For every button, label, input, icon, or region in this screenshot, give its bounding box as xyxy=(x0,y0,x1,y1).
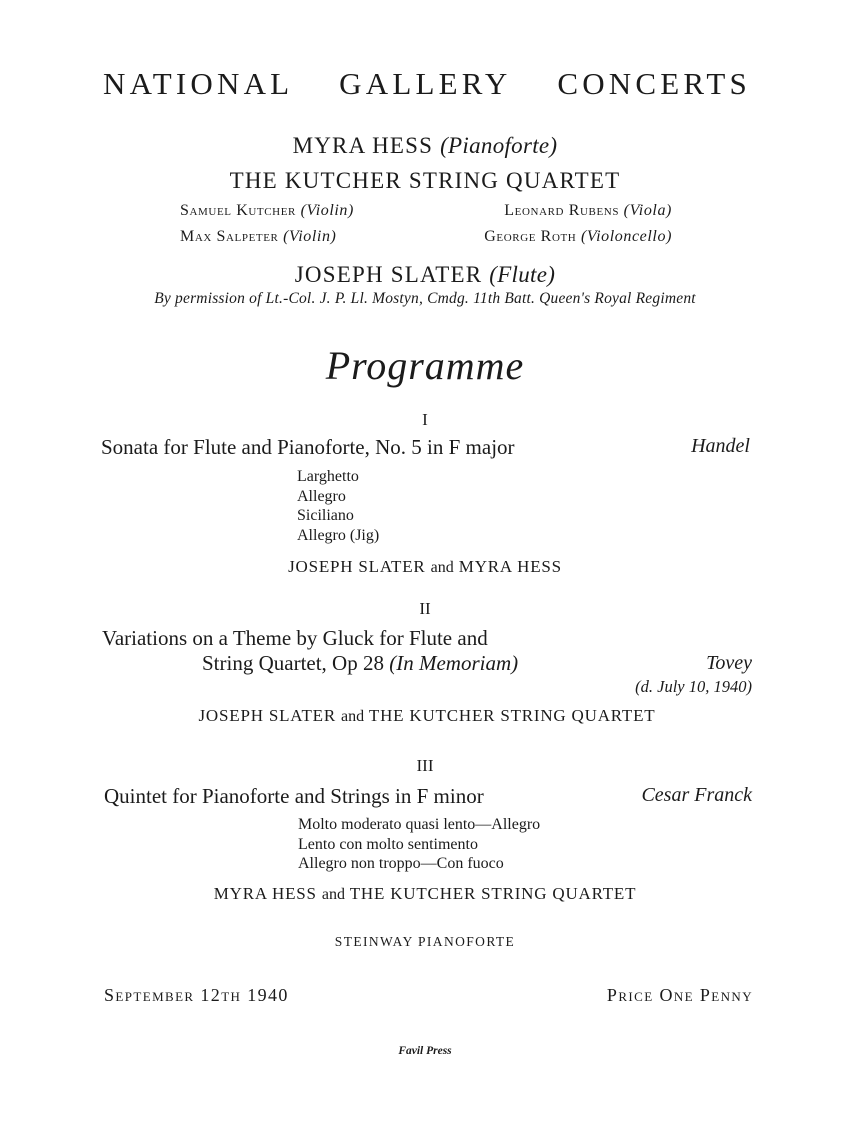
movement: Larghetto xyxy=(297,468,359,485)
flautist-name: JOSEPH SLATER xyxy=(294,262,483,287)
composer-name: Cesar Franck xyxy=(641,784,752,806)
movement: Allegro (Jig) xyxy=(297,526,380,544)
concert-date: September 12th 1940 xyxy=(104,985,289,1005)
work-title: Quintet for Pianoforte and Strings in F minor xyxy=(104,784,484,808)
performers-line: JOSEPH SLATER and MYRA HESS xyxy=(288,557,562,576)
composer-name: Handel xyxy=(691,435,750,457)
performers-line: MYRA HESS and THE KUTCHER STRING QUARTET xyxy=(213,884,637,903)
member-entry: Samuel Kutcher (Violin) xyxy=(180,202,354,219)
title-word: CONCERTS xyxy=(557,66,751,101)
price: Price One Penny xyxy=(606,985,753,1005)
title-word: GALLERY xyxy=(339,66,512,101)
item-numeral: I xyxy=(422,410,428,429)
item-numeral: III xyxy=(416,756,434,775)
movement: Lento con molto sentimento xyxy=(298,835,478,853)
movement: Allegro non troppo—Con fuoco xyxy=(298,855,504,872)
work-title-line1: Variations on a Theme by Gluck for Flute and xyxy=(102,626,488,650)
title-word: NATIONAL xyxy=(103,66,294,101)
movement-list xyxy=(297,467,379,545)
printer-credit: Favil Press xyxy=(398,1045,452,1057)
movement: Molto moderato quasi lento—Allegro xyxy=(298,816,541,833)
work-title: Sonata for Flute and Pianoforte, No. 5 in F major xyxy=(101,435,515,459)
composer-note: (d. July 10, 1940) xyxy=(635,677,752,696)
movement: Siciliano xyxy=(297,507,354,524)
member-entry: George Roth (Violoncello) xyxy=(484,228,672,245)
programme-heading: Programme xyxy=(325,343,525,388)
quartet-name: THE KUTCHER STRING QUARTET xyxy=(229,168,621,193)
flautist-instrument: (Flute) xyxy=(489,262,556,287)
composer-name: Tovey xyxy=(706,652,752,674)
piano-credit: STEINWAY PIANOFORTE xyxy=(334,934,516,949)
work-note: (In Memoriam) xyxy=(389,651,519,675)
permission-note: By permission of Lt.-Col. J. P. Ll. Mostyn, Cmdg. 11th Batt. Queen's Royal Regiment xyxy=(154,290,696,307)
item-numeral: II xyxy=(419,599,431,618)
pianist-instrument: (Pianoforte) xyxy=(440,133,558,158)
member-entry: Max Salpeter (Violin) xyxy=(180,228,337,245)
work-title-line2: String Quartet, Op 28 (In Memoriam) xyxy=(202,651,519,675)
pianist-line xyxy=(0,133,850,159)
pianist-name: MYRA HESS xyxy=(292,133,434,158)
performers-line: JOSEPH SLATER and THE KUTCHER STRING QUARTET xyxy=(198,706,656,725)
page-title xyxy=(103,66,751,102)
flautist-line xyxy=(0,262,850,288)
movement-list xyxy=(298,815,540,874)
member-entry: Leonard Rubens (Viola) xyxy=(504,202,672,219)
movement: Allegro xyxy=(297,487,346,505)
